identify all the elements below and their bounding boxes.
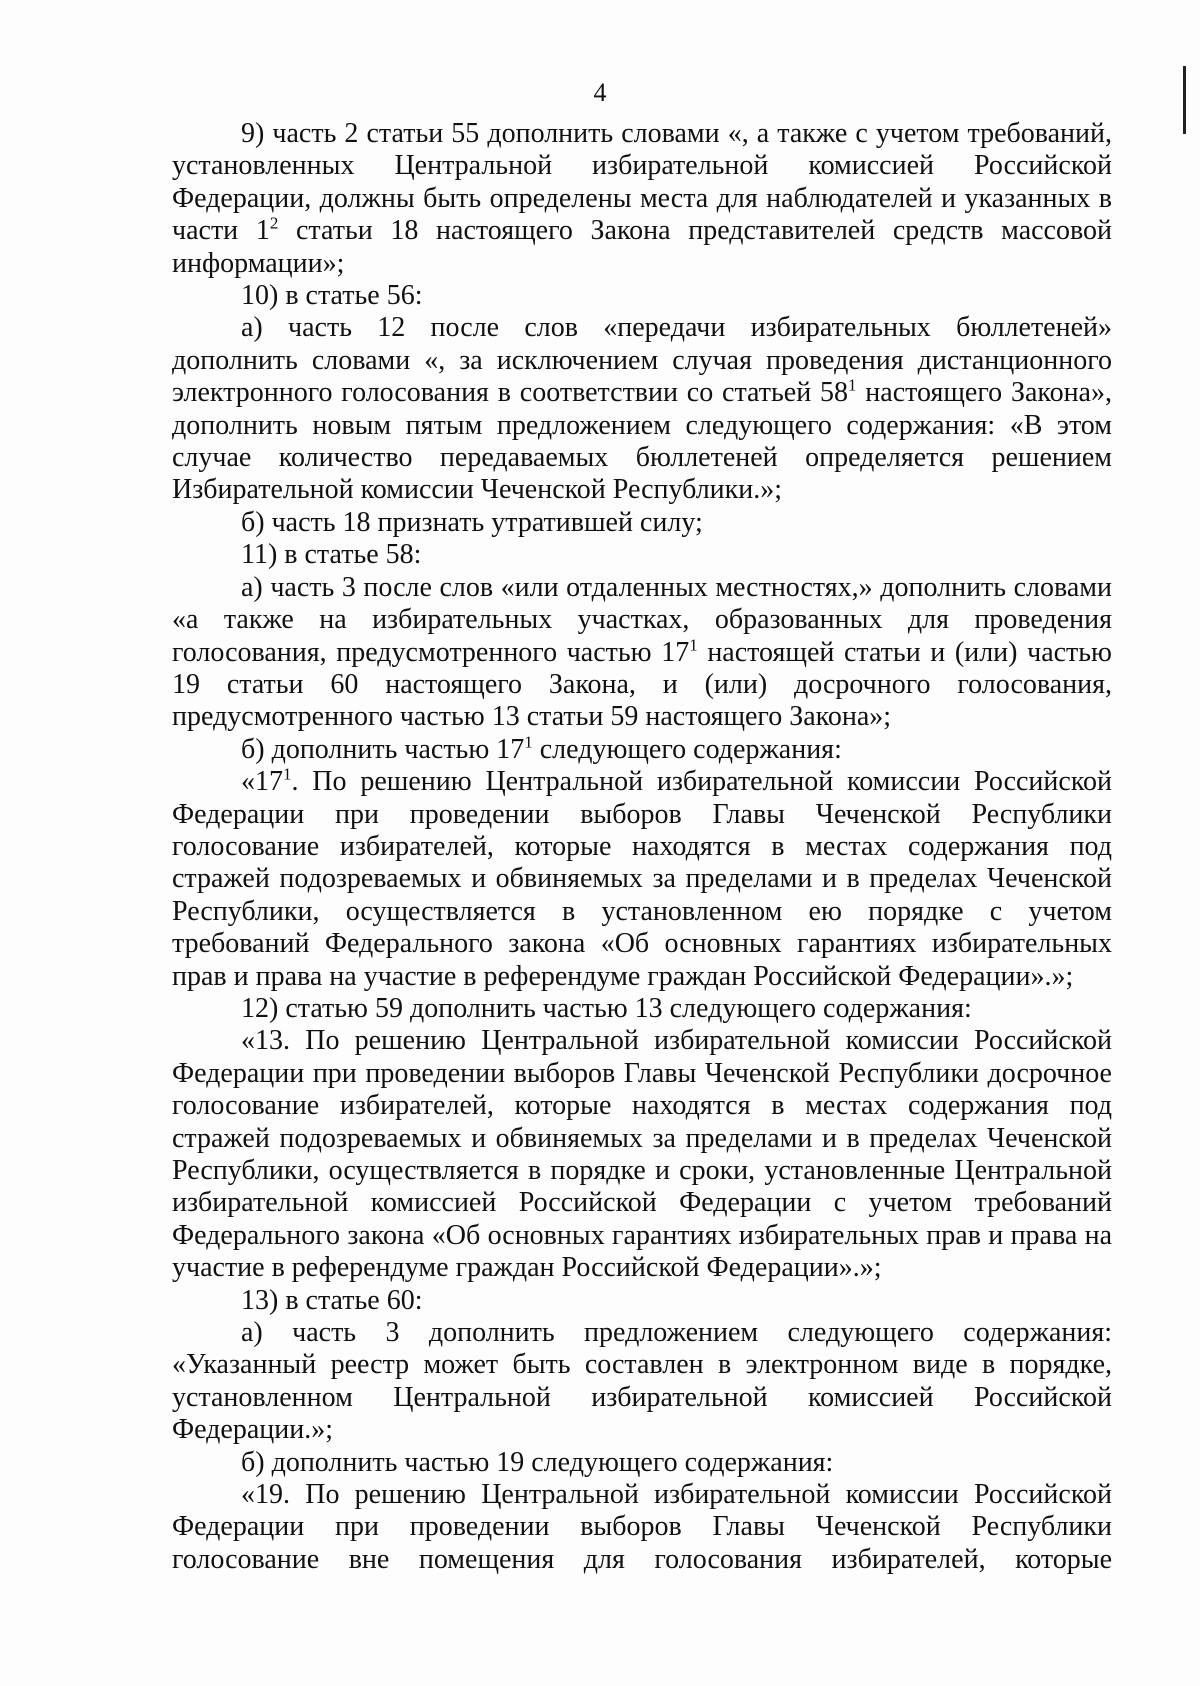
- paragraph-part-17-1: «$17^1$. По решению Центральной избирательной комиссии Российской Федерации при проведении выборов Главы Чеченской Республики голосование избирателей, которые находятся в местах содержания под стражей подозреваемых и обвиняемых за пределами и в пределах Чеченской Республики, осуществляется в установленном ею порядке с учетом требований Федерального закона «Об основных гарантиях избирательных прав и права на участие в референдуме граждан Российской Федерации».»;: [172, 764, 1112, 992]
- paragraph-item-10: 10) в статье 56:: [241, 280, 423, 312]
- paragraph-line: «Указанный реестр может быть составлен в электронном виде в порядке,: [172, 1349, 1112, 1381]
- paragraph-item-13: 13) в статье 60:: [241, 1284, 423, 1316]
- paragraph-item-13b: б) дополнить частью 19 следующего содержания:: [241, 1446, 834, 1478]
- paragraph-line: установленном Центральной избирательной комиссией Российской: [172, 1381, 1112, 1413]
- paragraph-item-10a: а) часть 12 после слов «передачи избирательных бюллетеней» дополнить словами «, за исключением случая проведения дистанционного электронного голосования в соответствии со статьей $58^1$ настоящего Закона», дополнить новым пятым предложением следующего содержания: «В этом случае количество передаваемых бюллетеней определяется решением Избирательной комиссии Чеченской Республики.»;: [172, 312, 1112, 506]
- paragraph-item-11: 11) в статье 58:: [241, 539, 422, 571]
- paragraph-part-13: «13. По решению Центральной избирательной комиссии Российской Федерации при проведении выборов Главы Чеченской Республики досрочное голосование избирателей, которые находятся в местах содержания под стражей подозреваемых и обвиняемых за пределами и в пределах Чеченской Республики, осуществляется в порядке и сроки, установленные Центральной избирательной комиссией Российской Федерации с учетом требований Федерального закона «Об основных гарантиях избирательных прав и права на участие в референдуме граждан Российской Федерации».»;: [172, 1025, 1112, 1284]
- paragraph-item-9: 9) часть 2 статьи 55 дополнить словами «, а также с учетом требований, установленных Центральной избирательной комиссией Российской Федерации, должны быть определены места для наблюдателей и указанных в части $1^2$ статьи 18 настоящего Закона представителей средств массовой информации»;: [172, 118, 1112, 279]
- page-number: 4: [593, 78, 607, 107]
- paragraph-item-10b: б) часть 18 признать утратившей силу;: [241, 506, 703, 538]
- paragraph-item-13a: [172, 1317, 1112, 1447]
- paragraph-line: а) часть 3 дополнить предложением следующего содержания:: [241, 1317, 1112, 1349]
- paragraph-item-11b: б) дополнить частью $17^1$ следующего содержания:: [241, 732, 842, 765]
- paragraph-part-19: «19. По решению Центральной избирательной комиссии Российской Федерации при проведении выборов Главы Чеченской Республики голосование вне помещения для голосования избирателей, которые: [172, 1479, 1112, 1575]
- document-body: [172, 118, 1112, 1576]
- paragraph-item-12: 12) статью 59 дополнить частью 13 следующего содержания:: [241, 992, 972, 1024]
- paragraph-line: Федерации.»;: [172, 1414, 334, 1446]
- paragraph-item-11a: а) часть 3 после слов «или отдаленных местностях,» дополнить словами «а также на избирательных участках, образованных для проведения голосования, предусмотренного частью $17^1$ настоящей статьи и (или) частью 19 статьи 60 настоящего Закона, и (или) досрочного голосования, предусмотренного частью 13 статьи 59 настоящего Закона»;: [172, 571, 1112, 733]
